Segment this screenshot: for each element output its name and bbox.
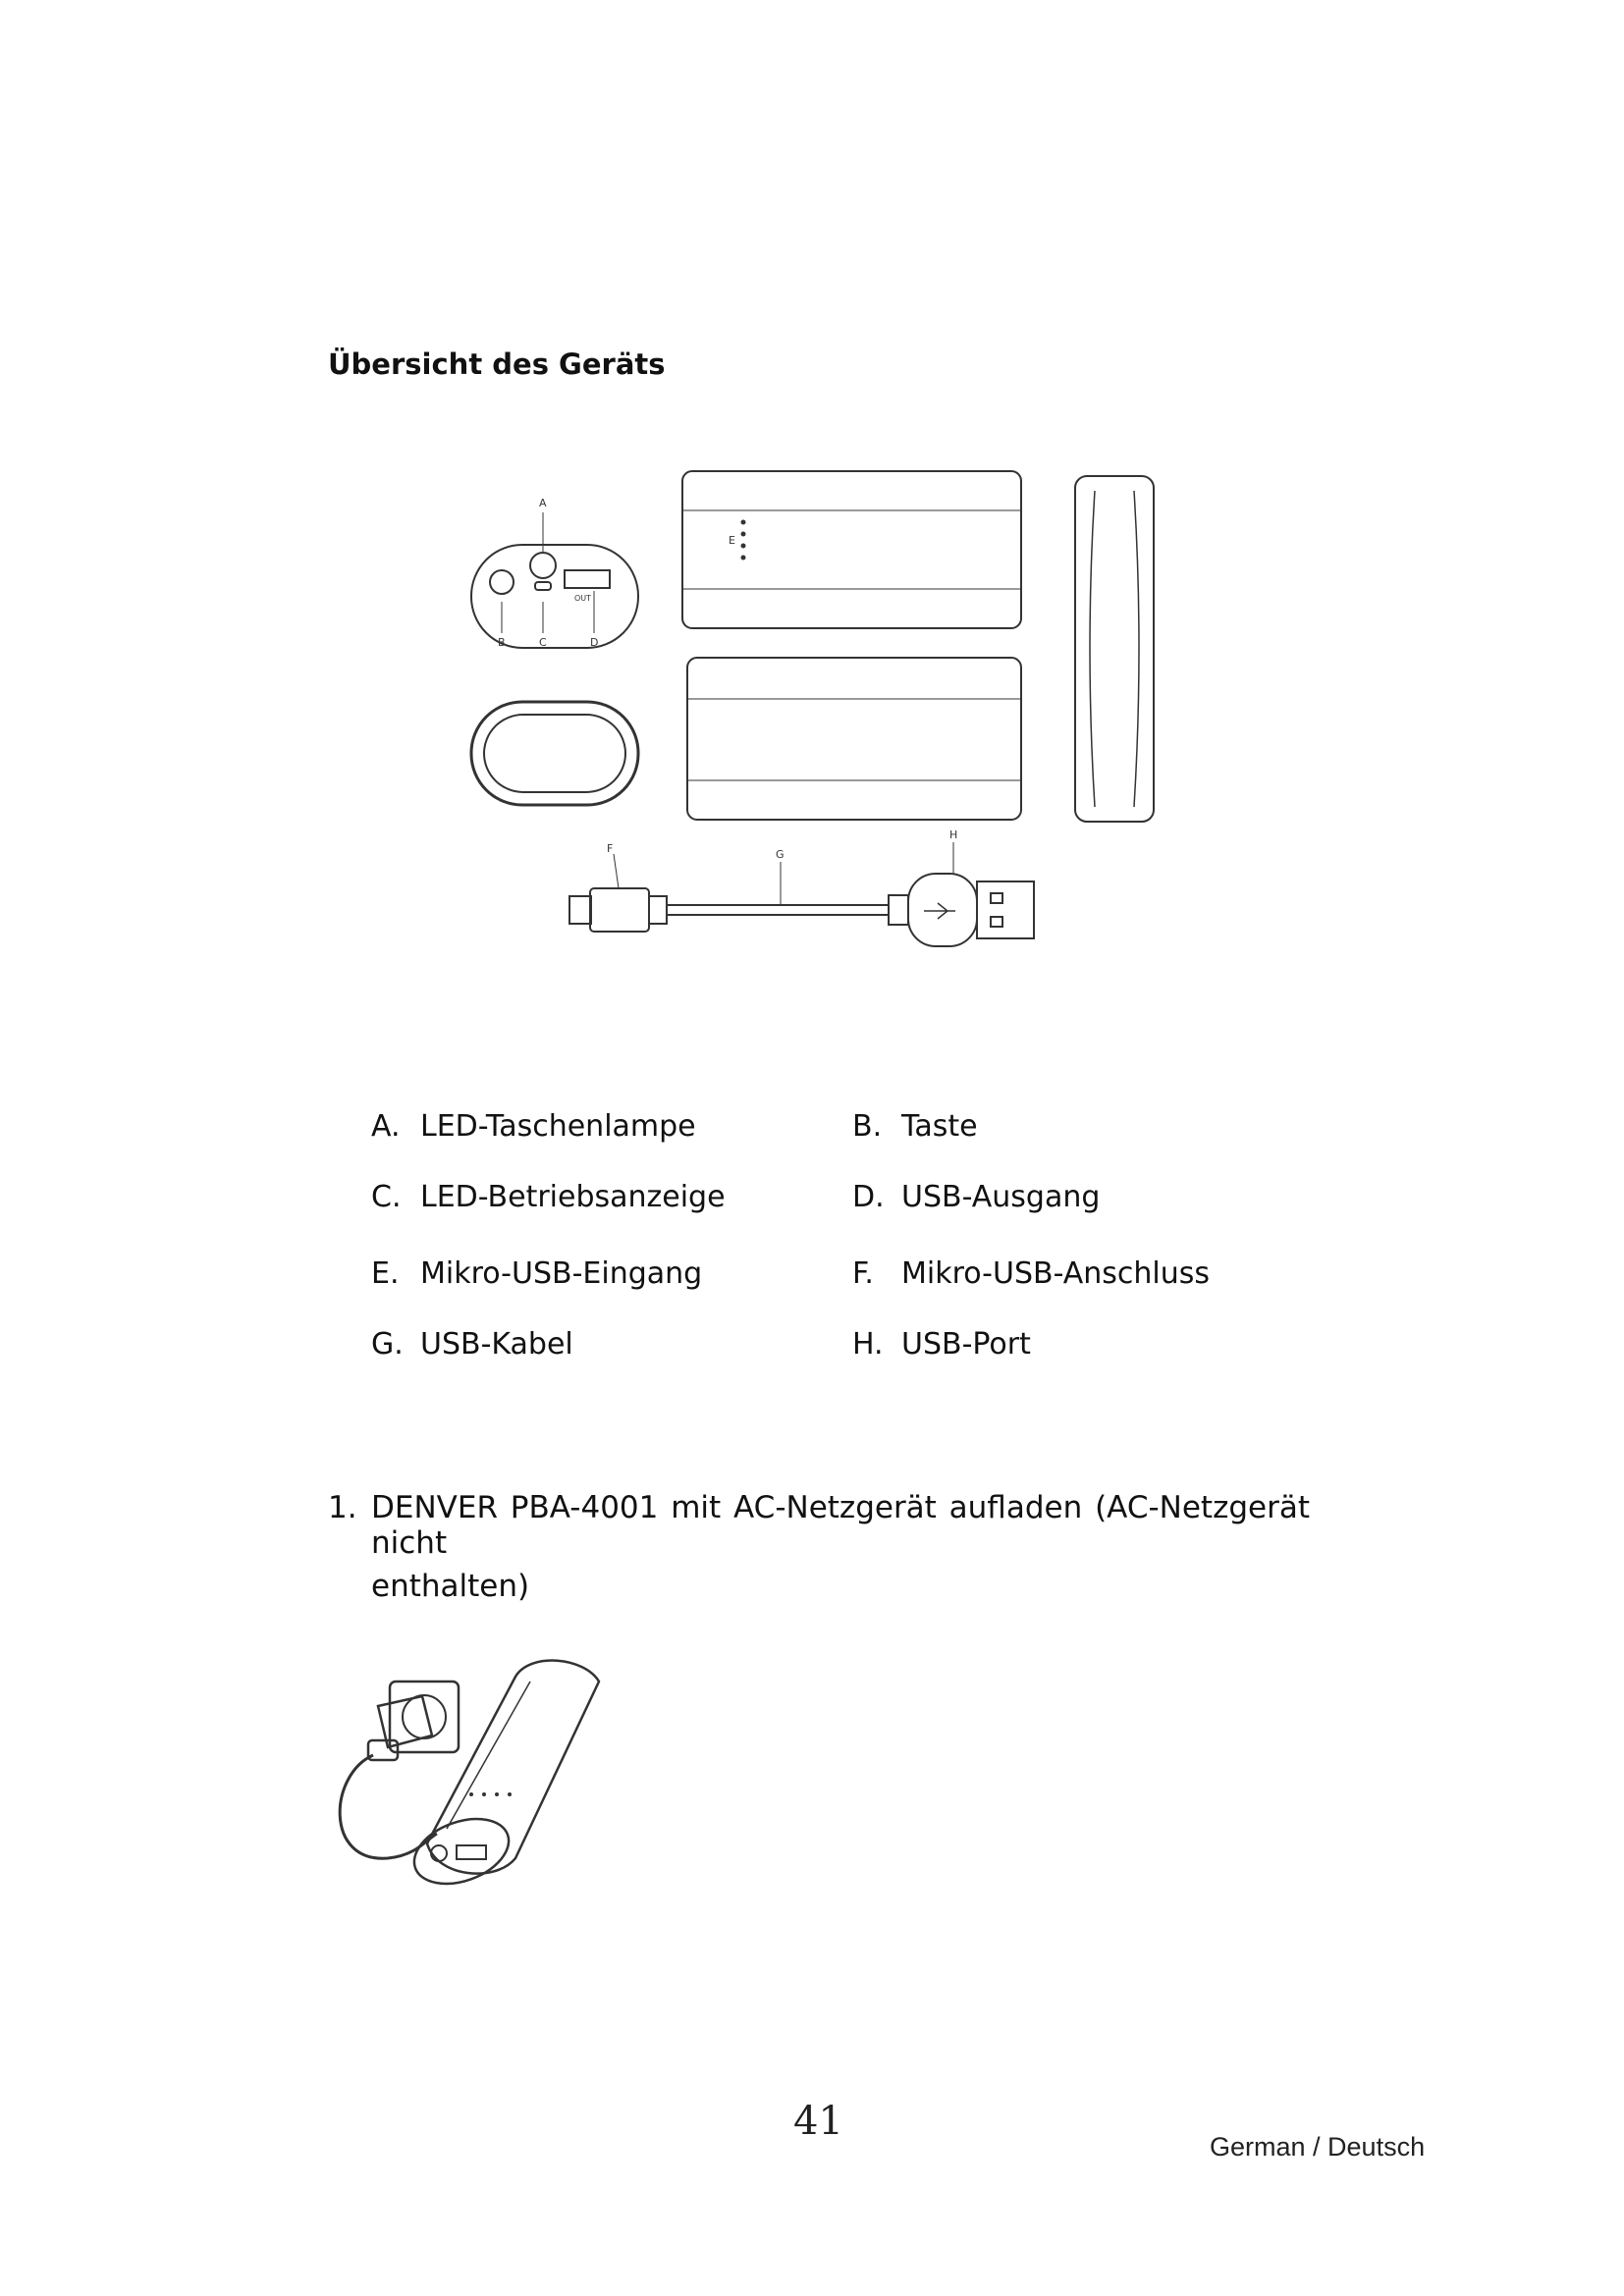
legend-label: Mikro-USB-Eingang (420, 1256, 703, 1291)
figure-label-out: OUT (574, 594, 592, 603)
usb-out-port-shape (565, 570, 610, 588)
power-bank-body (427, 1661, 599, 1874)
legend-letter: F. (852, 1256, 874, 1291)
device-front-view (687, 658, 1021, 820)
power-bank-end (406, 1807, 517, 1896)
legend-item-f (852, 1256, 1210, 1291)
legend-letter: A. (371, 1109, 401, 1144)
figure-label-f: F (607, 842, 614, 855)
charging-illustration (329, 1637, 643, 1922)
legend-letter: C. (371, 1180, 402, 1214)
legend-item-e (371, 1256, 702, 1291)
legend-label: Mikro-USB-Anschluss (901, 1256, 1211, 1291)
micro-usb-connector-tip (569, 896, 591, 924)
figure-label-a: A (539, 497, 547, 509)
legend-letter: H. (852, 1327, 884, 1362)
led-torch-circle (530, 553, 556, 578)
legend-label: USB-Ausgang (901, 1180, 1101, 1214)
legend-label: LED-Taschenlampe (420, 1109, 696, 1144)
led-indicator-dots (741, 520, 746, 561)
device-cap-ring (471, 702, 638, 805)
wall-socket (390, 1682, 459, 1752)
language-label: German / Deutsch (1210, 2132, 1426, 2162)
legend-letter: G. (371, 1327, 404, 1362)
figure-label-b: B (498, 636, 506, 649)
figure-label-d: D (590, 636, 599, 649)
step-text-line1: DENVER PBA-4001 mit AC-Netzgerät aufladen (AC-Netzgerät nicht (371, 1490, 1310, 1561)
legend-row (371, 1109, 1255, 1148)
legend-label: Taste (901, 1109, 978, 1144)
section-heading: Übersicht des Geräts (328, 347, 666, 381)
legend-item-g (371, 1327, 573, 1362)
micro-usb-port-shape (535, 582, 551, 590)
figure-label-c: C (539, 636, 547, 649)
usb-a-connector-body (908, 874, 977, 946)
legend-item-d (852, 1180, 1100, 1214)
legend-row (371, 1256, 1255, 1296)
legend-label: USB-Kabel (420, 1327, 573, 1362)
legend-letter: E. (371, 1256, 400, 1291)
legend-item-b (852, 1109, 978, 1144)
legend-item-c (371, 1180, 726, 1214)
step-text-line2: enthalten) (371, 1569, 530, 1604)
legend-item-a (371, 1109, 696, 1144)
usb-a-plug (977, 881, 1034, 938)
legend-label: USB-Port (901, 1327, 1031, 1362)
legend-label: LED-Betriebsanzeige (420, 1180, 726, 1214)
device-top-view (682, 471, 1021, 628)
micro-usb-connector-body (590, 888, 649, 932)
figure-label-h: H (949, 828, 958, 841)
legend-row (371, 1180, 1255, 1219)
legend-letter: D. (852, 1180, 885, 1214)
usb-cable-drawing (569, 842, 1034, 946)
legend-item-h (852, 1327, 1031, 1362)
device-side-view (1075, 476, 1154, 822)
button-circle (490, 570, 514, 594)
step-number: 1. (328, 1490, 357, 1525)
page-number: 41 (793, 2099, 843, 2144)
device-overview-diagram (447, 442, 1213, 1021)
figure-label-e: E (729, 534, 735, 547)
legend-letter: B. (852, 1109, 883, 1144)
figure-label-g: G (776, 848, 785, 861)
legend-row (371, 1327, 1255, 1366)
